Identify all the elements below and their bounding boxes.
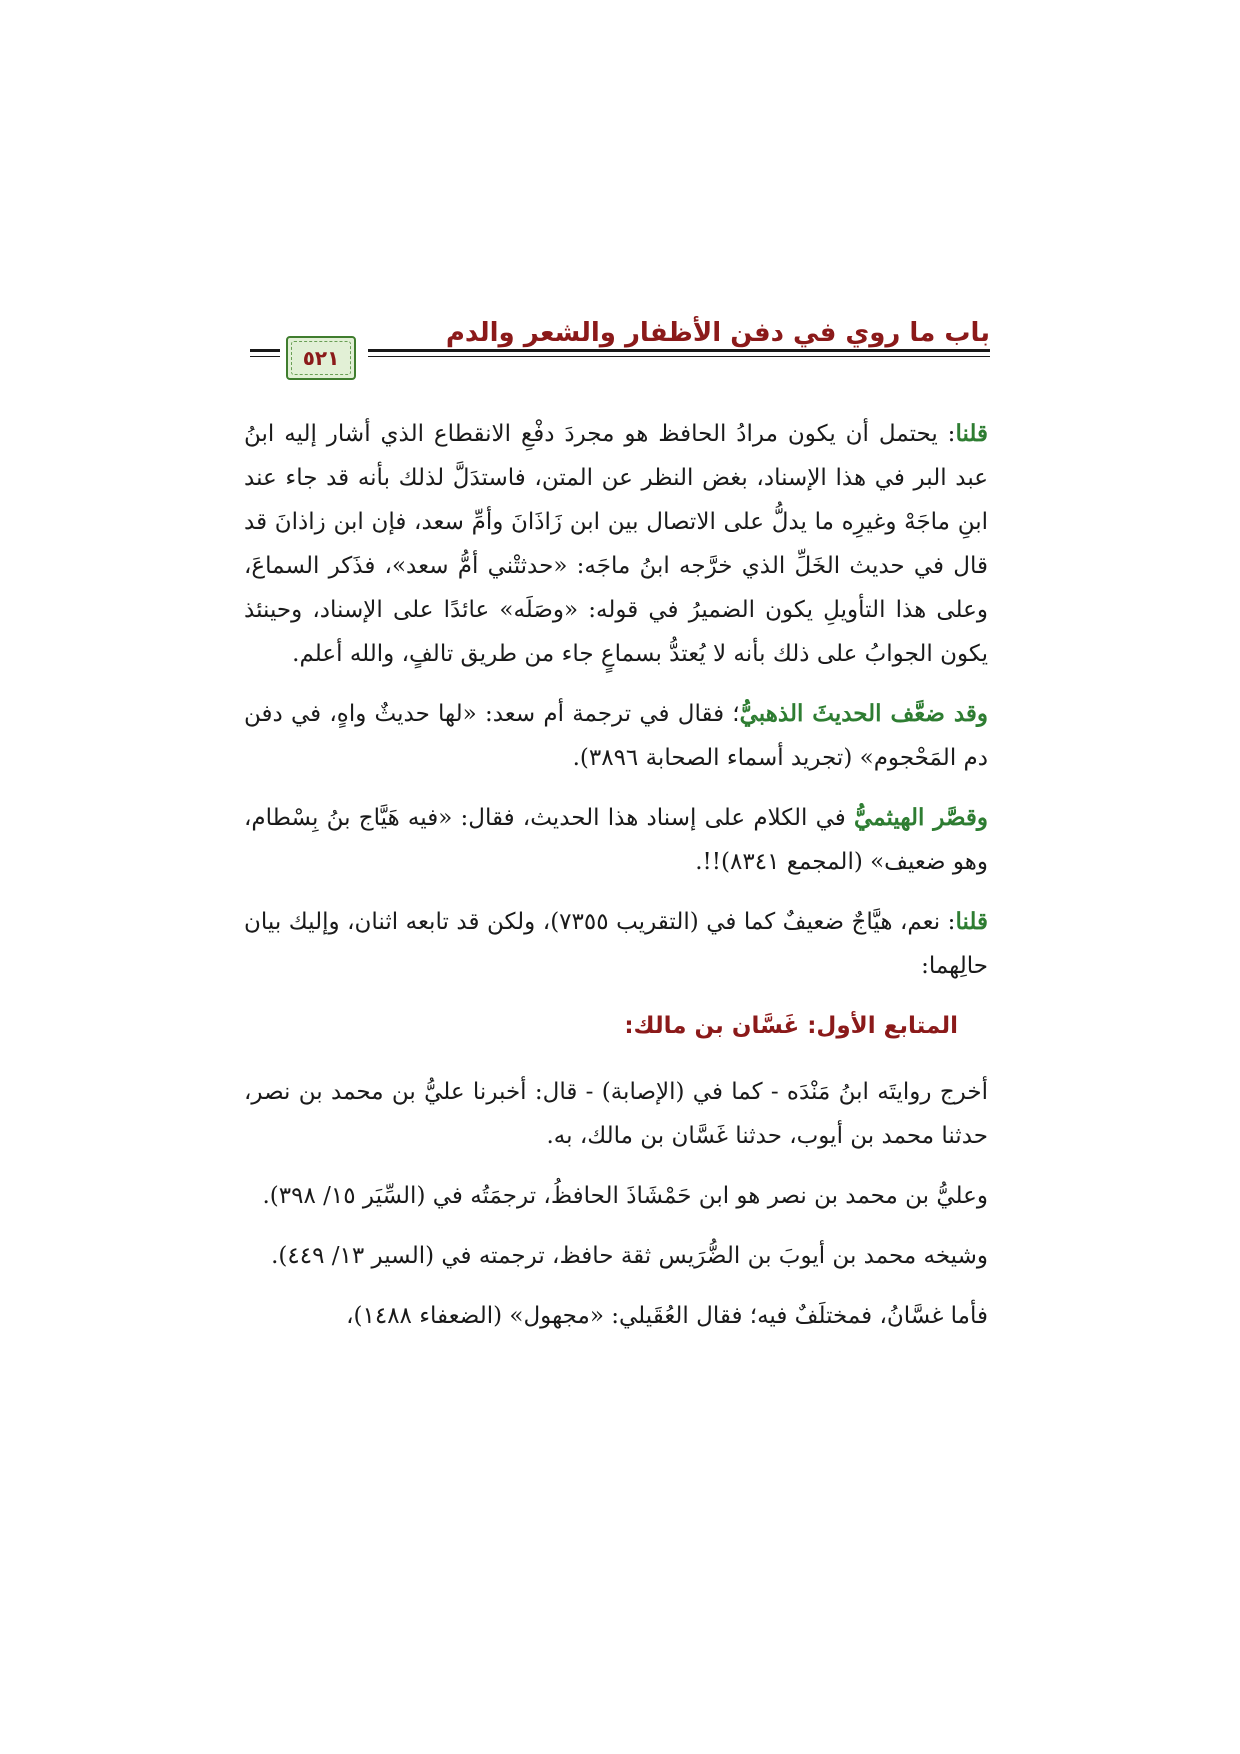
header-rule-left-thin [250,356,280,357]
paragraph-4 [244,900,988,988]
paragraph-7: وشيخه محمد بن أيوبَ بن الضُّرَيس ثقة حافظ، ترجمته في (السير ١٣/ ٤٤٩). [271,1243,988,1269]
lead-phrase: وقصَّر الهيثميُّ [854,804,988,831]
paragraph-text: في الكلام على إسناد هذا الحديث، فقال: «فيه هَيَّاج بنُ بِسْطام، وهو ضعيف» (المجمع ٨٣٤١)!!. [244,805,988,875]
page-number-badge [286,336,356,380]
page-number: ٥٢١ [302,346,340,370]
section-subheading: المتابع الأول: غَسَّان بن مالك: [624,1013,958,1039]
header-rule-left-thick [250,349,280,352]
paragraph-1 [244,412,988,676]
body-text [244,412,988,1354]
paragraph-5: أخرج روايتَه ابنُ مَنْدَه - كما في (الإصابة) - قال: أخبرنا عليُّ بن محمد بن نصر، حدثنا محمد بن أيوب، حدثنا غَسَّان بن مالك، به. [244,1079,988,1149]
lead-phrase: قلنا [955,420,988,447]
header-rule-right-thick [368,349,990,352]
lead-phrase: قلنا [955,908,988,935]
lead-phrase: وقد ضعَّف الحديثَ الذهبيُّ [739,700,988,727]
paragraph-2 [244,692,988,780]
paragraph-8: فأما غسَّانُ، فمختلَفٌ فيه؛ فقال العُقَيلي: «مجهول» (الضعفاء ١٤٨٨)، [346,1303,988,1329]
paragraph-text: : يحتمل أن يكون مرادُ الحافظ هو مجردَ دفْعِ الانقطاع الذي أشار إليه ابنُ عبد البر في هذا الإسناد، بغض النظر عن المتن، فاستدَلَّ لذلك بأنه قد جاء عند ابنِ ماجَهْ وغيرِه ما يدلُّ على الاتصال بين ابن زَاذَانَ وأمِّ سعد، فإن ابن زاذانَ قد قال في حديث الخَلِّ الذي خرَّجه ابنُ ماجَه: «حدثتْني أمُّ سعد»، فذَكر السماعَ، وعلى هذا التأويلِ يكون الضميرُ في قوله: «وصَلَه» عائدًا على الإسناد، وحينئذ يكون الجوابُ على ذلك بأنه لا يُعتدُّ بسماعٍ جاء من طريق تالفٍ، والله أعلم. [244,421,988,667]
paragraph-text: : نعم، هيَّاجٌ ضعيفٌ كما في (التقريب ٧٣٥٥)، ولكن قد تابعه اثنان، وإليك بيان حالِهما: [244,909,988,979]
chapter-title: باب ما روي في دفن الأظفار والشعر والدم [445,318,990,348]
paragraph-3 [244,796,988,884]
paragraph-6: وعليُّ بن محمد بن نصر هو ابن حَمْشَاذَ الحافظُ، ترجمَتُه في (السِّيَر ١٥/ ٣٩٨). [262,1183,988,1209]
header-rule-right-thin [368,356,990,357]
paragraph-text: ؛ فقال في ترجمة أم سعد: «لها حديثٌ واهٍ، في دفن دم المَحْجوم» (تجريد أسماء الصحابة ٣٨٩٦). [244,701,988,771]
